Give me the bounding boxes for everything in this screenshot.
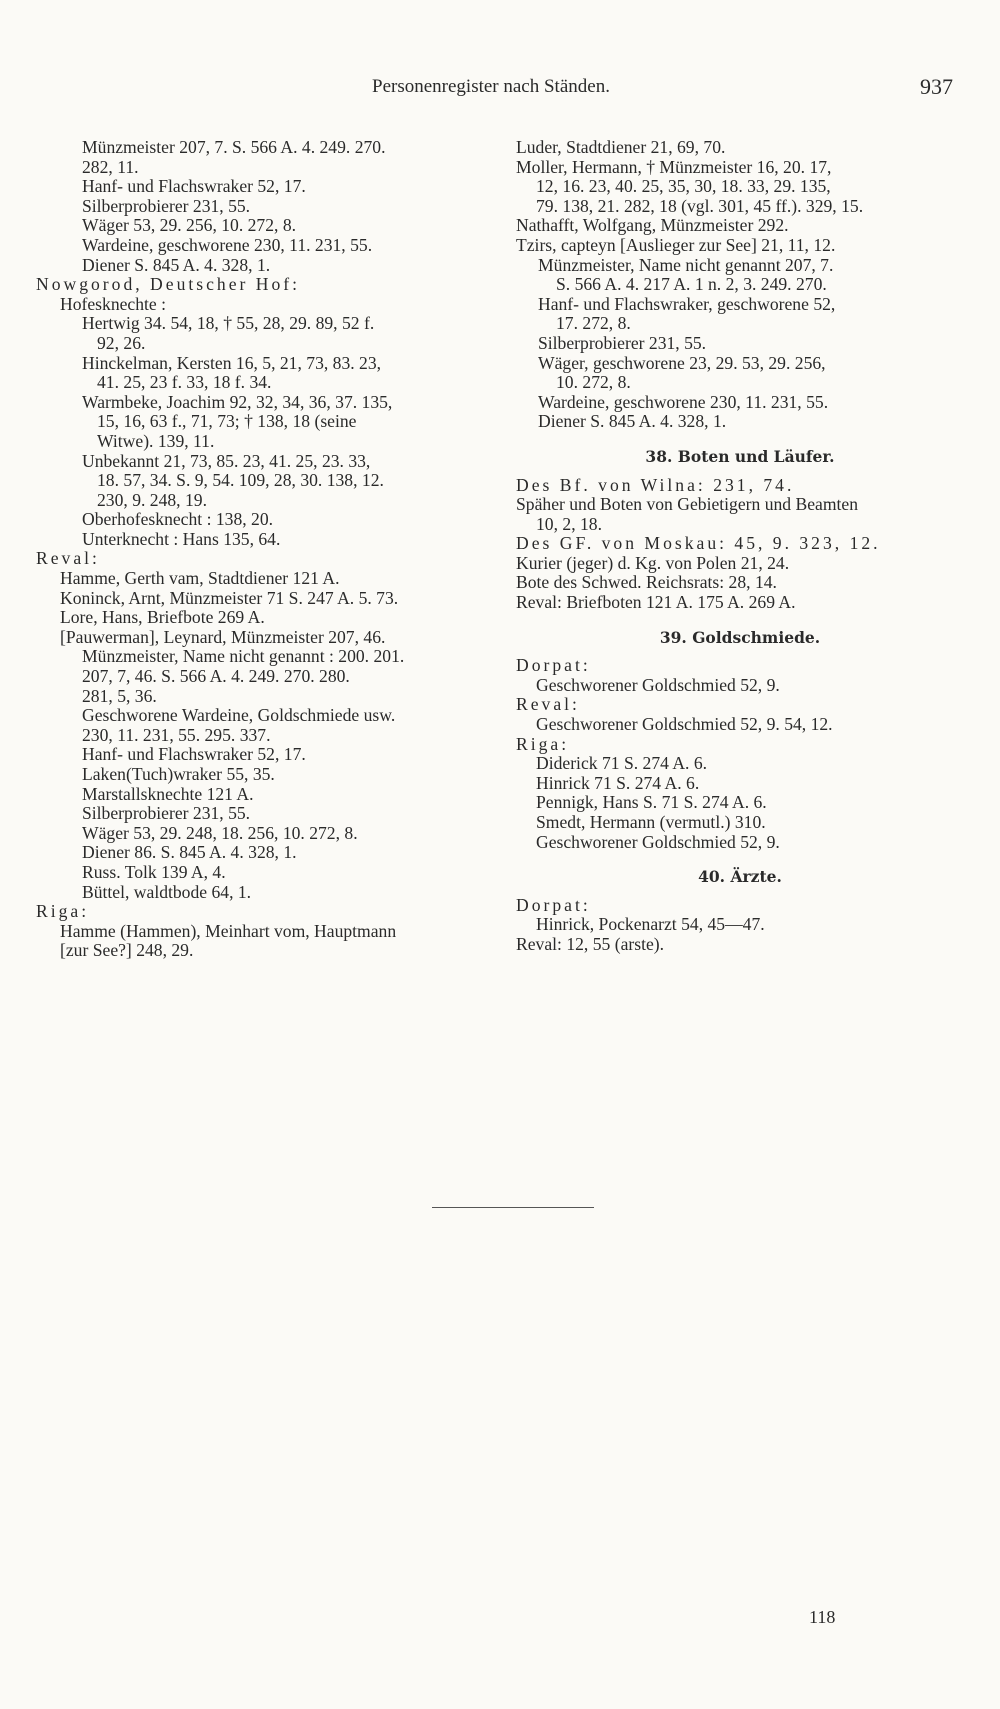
index-line: Diener 86. S. 845 A. 4. 328, 1. [82, 842, 297, 863]
index-line: Silberprobierer 231, 55. [82, 803, 251, 824]
index-line: Des GF. von Moskau: 45, 9. 323, 12. [516, 533, 881, 554]
index-line: Wäger 53, 29. 248, 18. 256, 10. 272, 8. [82, 822, 358, 843]
index-line: Geschworener Goldschmied 52, 9. 54, 12. [536, 714, 833, 735]
index-line: Russ. Tolk 139 A, 4. [82, 861, 226, 882]
index-line: Laken(Tuch)wraker 55, 35. [82, 764, 275, 784]
index-line: Diener S. 845 A. 4. 328, 1. [538, 411, 727, 432]
index-line: Wardeine, geschworene 230, 11. 231, 55. [82, 234, 373, 255]
place-heading: Nowgorod, Deutscher Hof: [36, 274, 301, 295]
end-rule [432, 1207, 594, 1208]
index-line: Hinrick 71 S. 274 A. 6. [536, 772, 700, 793]
index-line: Marstallsknechte 121 A. [82, 783, 254, 804]
index-line: 10, 2, 18. [536, 513, 602, 534]
index-subheading: Hofesknechte : [60, 293, 167, 314]
place-heading: Dorpat: [516, 894, 591, 915]
index-line: 79. 138, 21. 282, 18 (vgl. 301, 45 ff.). 329, 15. [536, 195, 864, 216]
index-line: [zur See?] 248, 29. [60, 940, 194, 961]
index-line: Unbekannt 21, 73, 85. 23, 41. 25, 23. 33, [82, 450, 371, 471]
index-line: Geschworene Wardeine, Goldschmiede usw. [82, 705, 396, 726]
index-line: S. 566 A. 4. 217 A. 1 n. 2, 3. 249. 270. [556, 274, 827, 295]
index-line: 230, 11. 231, 55. 295. 337. [82, 724, 271, 745]
index-line: Des Bf. von Wilna: 231, 74. [516, 474, 795, 495]
index-line: Hanf- und Flachswraker, geschworene 52, [538, 293, 836, 314]
index-line: Silberprobierer 231, 55. [82, 195, 251, 216]
index-line: [Pauwerman], Leynard, Münzmeister 207, 46. [60, 626, 386, 647]
place-heading: Dorpat: [516, 655, 591, 676]
index-line: Geschworener Goldschmied 52, 9. [536, 674, 780, 695]
index-line: 282, 11. [82, 156, 139, 177]
index-line: Hanf- und Flachswraker 52, 17. [82, 744, 306, 765]
index-line: Moller, Hermann, † Münzmeister 16, 20. 17, [516, 156, 832, 177]
running-title: Personenregister nach Ständen. [372, 76, 610, 97]
index-line: 15, 16, 63 f., 71, 73; † 138, 18 (seine [97, 411, 357, 432]
index-line: 17. 272, 8. [556, 313, 631, 334]
index-line: Witwe). 139, 11. [97, 430, 215, 451]
index-line: Pennigk, Hans S. 71 S. 274 A. 6. [536, 792, 767, 813]
index-line: Münzmeister 207, 7. S. 566 A. 4. 249. 270. [82, 137, 386, 157]
index-line: 41. 25, 23 f. 33, 18 f. 34. [97, 372, 272, 393]
index-line: Lore, Hans, Briefbote 269 A. [60, 607, 265, 628]
index-line: Silberprobierer 231, 55. [538, 332, 707, 353]
index-line: 230, 9. 248, 19. [97, 489, 207, 510]
index-line: Koninck, Arnt, Münzmeister 71 S. 247 A. 5. 73. [60, 587, 399, 608]
index-line: Nathafft, Wolfgang, Münzmeister 292. [516, 215, 789, 236]
index-line: Oberhofesknecht : 138, 20. [82, 509, 274, 530]
index-line: Wäger 53, 29. 256, 10. 272, 8. [82, 215, 297, 236]
index-line: 18. 57, 34. S. 9, 54. 109, 28, 30. 138, 12. [97, 470, 384, 491]
index-line: 207, 7, 46. S. 566 A. 4. 249. 270. 280. [82, 666, 350, 687]
index-line: Tzirs, capteyn [Auslieger zur See] 21, 11, 12. [516, 234, 836, 255]
index-line: Reval: 12, 55 (arste). [516, 933, 665, 954]
index-line: Unterknecht : Hans 135, 64. [82, 528, 281, 549]
index-line: Hamme, Gerth vam, Stadtdiener 121 A. [60, 568, 340, 589]
place-heading: Riga: [516, 733, 570, 754]
section-heading-goldschmiede: 39. Goldschmiede. [659, 627, 821, 647]
index-line: 92, 26. [97, 332, 146, 353]
index-line: Kurier (jeger) d. Kg. von Polen 21, 24. [516, 552, 790, 573]
index-line: Diderick 71 S. 274 A. 6. [536, 753, 708, 774]
index-line: Hamme (Hammen), Meinhart vom, Hauptmann [60, 920, 397, 941]
page-number: 937 [920, 74, 953, 99]
index-line: Wäger, geschworene 23, 29. 53, 29. 256, [538, 352, 826, 373]
place-heading: Reval: [36, 548, 100, 569]
index-line: Hertwig 34. 54, 18, † 55, 28, 29. 89, 52 f. [82, 313, 375, 334]
place-heading: Riga: [36, 901, 90, 922]
index-line: Hinrick, Pockenarzt 54, 45—47. [536, 914, 765, 935]
running-head [0, 76, 1000, 106]
index-line: Warmbeke, Joachim 92, 32, 34, 36, 37. 135, [82, 391, 393, 412]
index-line: Reval: Briefboten 121 A. 175 A. 269 A. [516, 592, 796, 613]
index-line: Münzmeister, Name nicht genannt 207, 7. [538, 254, 834, 275]
left-column [36, 138, 488, 961]
index-line: Diener S. 845 A. 4. 328, 1. [82, 254, 271, 275]
index-line: Smedt, Hermann (vermutl.) 310. [536, 812, 766, 832]
index-line: Hanf- und Flachswraker 52, 17. [82, 176, 306, 197]
index-line: Büttel, waldtbode 64, 1. [82, 881, 252, 902]
section-heading-boten: 38. Boten und Läufer. [645, 446, 835, 466]
signature-number: 118 [809, 1607, 836, 1627]
index-line: Wardeine, geschworene 230, 11. 231, 55. [538, 391, 829, 412]
index-line: Späher und Boten von Gebietigern und Beamten [516, 494, 859, 515]
index-line: 12, 16. 23, 40. 25, 35, 30, 18. 33, 29. 135, [536, 176, 831, 197]
index-line: Geschworener Goldschmied 52, 9. [536, 831, 780, 852]
index-line: Bote des Schwed. Reichsrats: 28, 14. [516, 572, 777, 593]
index-line: Luder, Stadtdiener 21, 69, 70. [516, 137, 726, 157]
index-line: 281, 5, 36. [82, 685, 157, 706]
index-line: Hinckelman, Kersten 16, 5, 21, 73, 83. 23, [82, 352, 382, 373]
place-heading: Reval: [516, 694, 580, 715]
right-column [516, 138, 964, 955]
section-heading-aerzte: 40. Ärzte. [698, 867, 782, 887]
index-line: Münzmeister, Name nicht genannt : 200. 201. [82, 646, 405, 667]
index-line: 10. 272, 8. [556, 372, 631, 393]
